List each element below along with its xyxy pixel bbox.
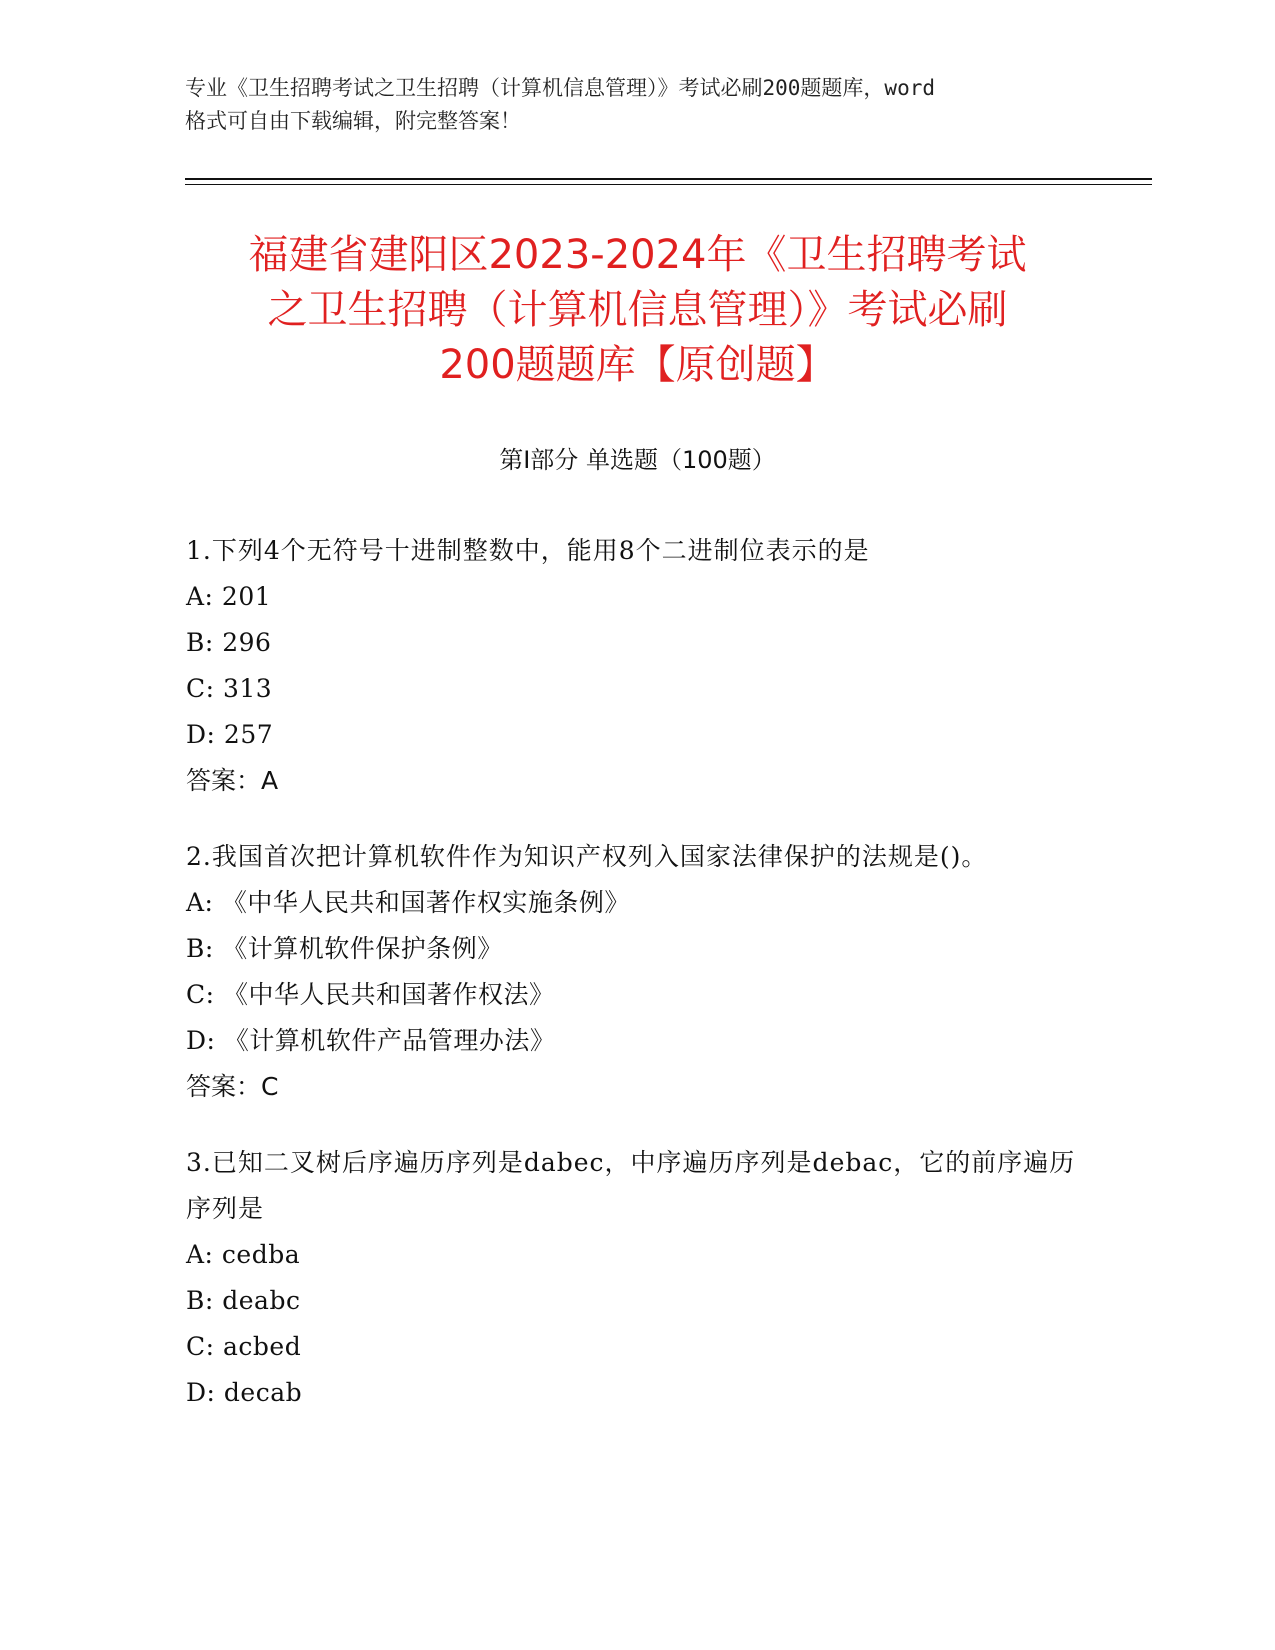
answer-line: 答案：A <box>186 766 279 795</box>
option-a: A: 《中华人民共和国著作权实施条例》 <box>186 888 630 917</box>
header-divider-thick <box>185 178 1152 180</box>
option-d: D: 《计算机软件产品管理办法》 <box>186 1026 556 1055</box>
question-stem: 2.我国首次把计算机软件作为知识产权列入国家法律保护的法规是()。 <box>186 842 988 871</box>
document-header <box>185 72 1090 138</box>
option-b: B: deabc <box>186 1286 301 1315</box>
option-d: D: decab <box>186 1378 303 1407</box>
answer-line: 答案：C <box>186 1072 279 1101</box>
option-a: A: cedba <box>186 1240 301 1269</box>
header-divider-thin <box>185 184 1152 185</box>
option-d: D: 257 <box>186 720 274 749</box>
title-line-1: 福建省建阳区2023-2024年《卫生招聘考试 <box>248 232 1027 278</box>
option-c: C: 《中华人民共和国著作权法》 <box>186 980 555 1009</box>
option-c: C: acbed <box>186 1332 302 1361</box>
question-stem: 3.已知二叉树后序遍历序列是dabec，中序遍历序列是debac，它的前序遍历序列是 <box>186 1148 1076 1223</box>
option-c: C: 313 <box>186 674 273 703</box>
header-line-1: 专业《卫生招聘考试之卫生招聘（计算机信息管理）》考试必刷200题题库，word <box>185 76 935 100</box>
option-b: B: 《计算机软件保护条例》 <box>186 934 503 963</box>
title-line-3: 200题题库【原创题】 <box>439 342 836 388</box>
question-list <box>186 528 1086 1446</box>
question-1 <box>186 528 1086 804</box>
question-3 <box>186 1140 1086 1416</box>
section-heading: 第Ⅰ部分 单选题（100题） <box>499 446 776 474</box>
option-a: A: 201 <box>186 582 272 611</box>
question-stem: 1.下列4个无符号十进制整数中，能用8个二进制位表示的是 <box>186 536 870 565</box>
question-2 <box>186 834 1086 1110</box>
header-line-2: 格式可自由下载编辑，附完整答案！ <box>185 109 521 133</box>
title-line-2: 之卫生招聘（计算机信息管理）》考试必刷 <box>267 287 1008 333</box>
option-b: B: 296 <box>186 628 272 657</box>
document-title <box>175 228 1100 393</box>
